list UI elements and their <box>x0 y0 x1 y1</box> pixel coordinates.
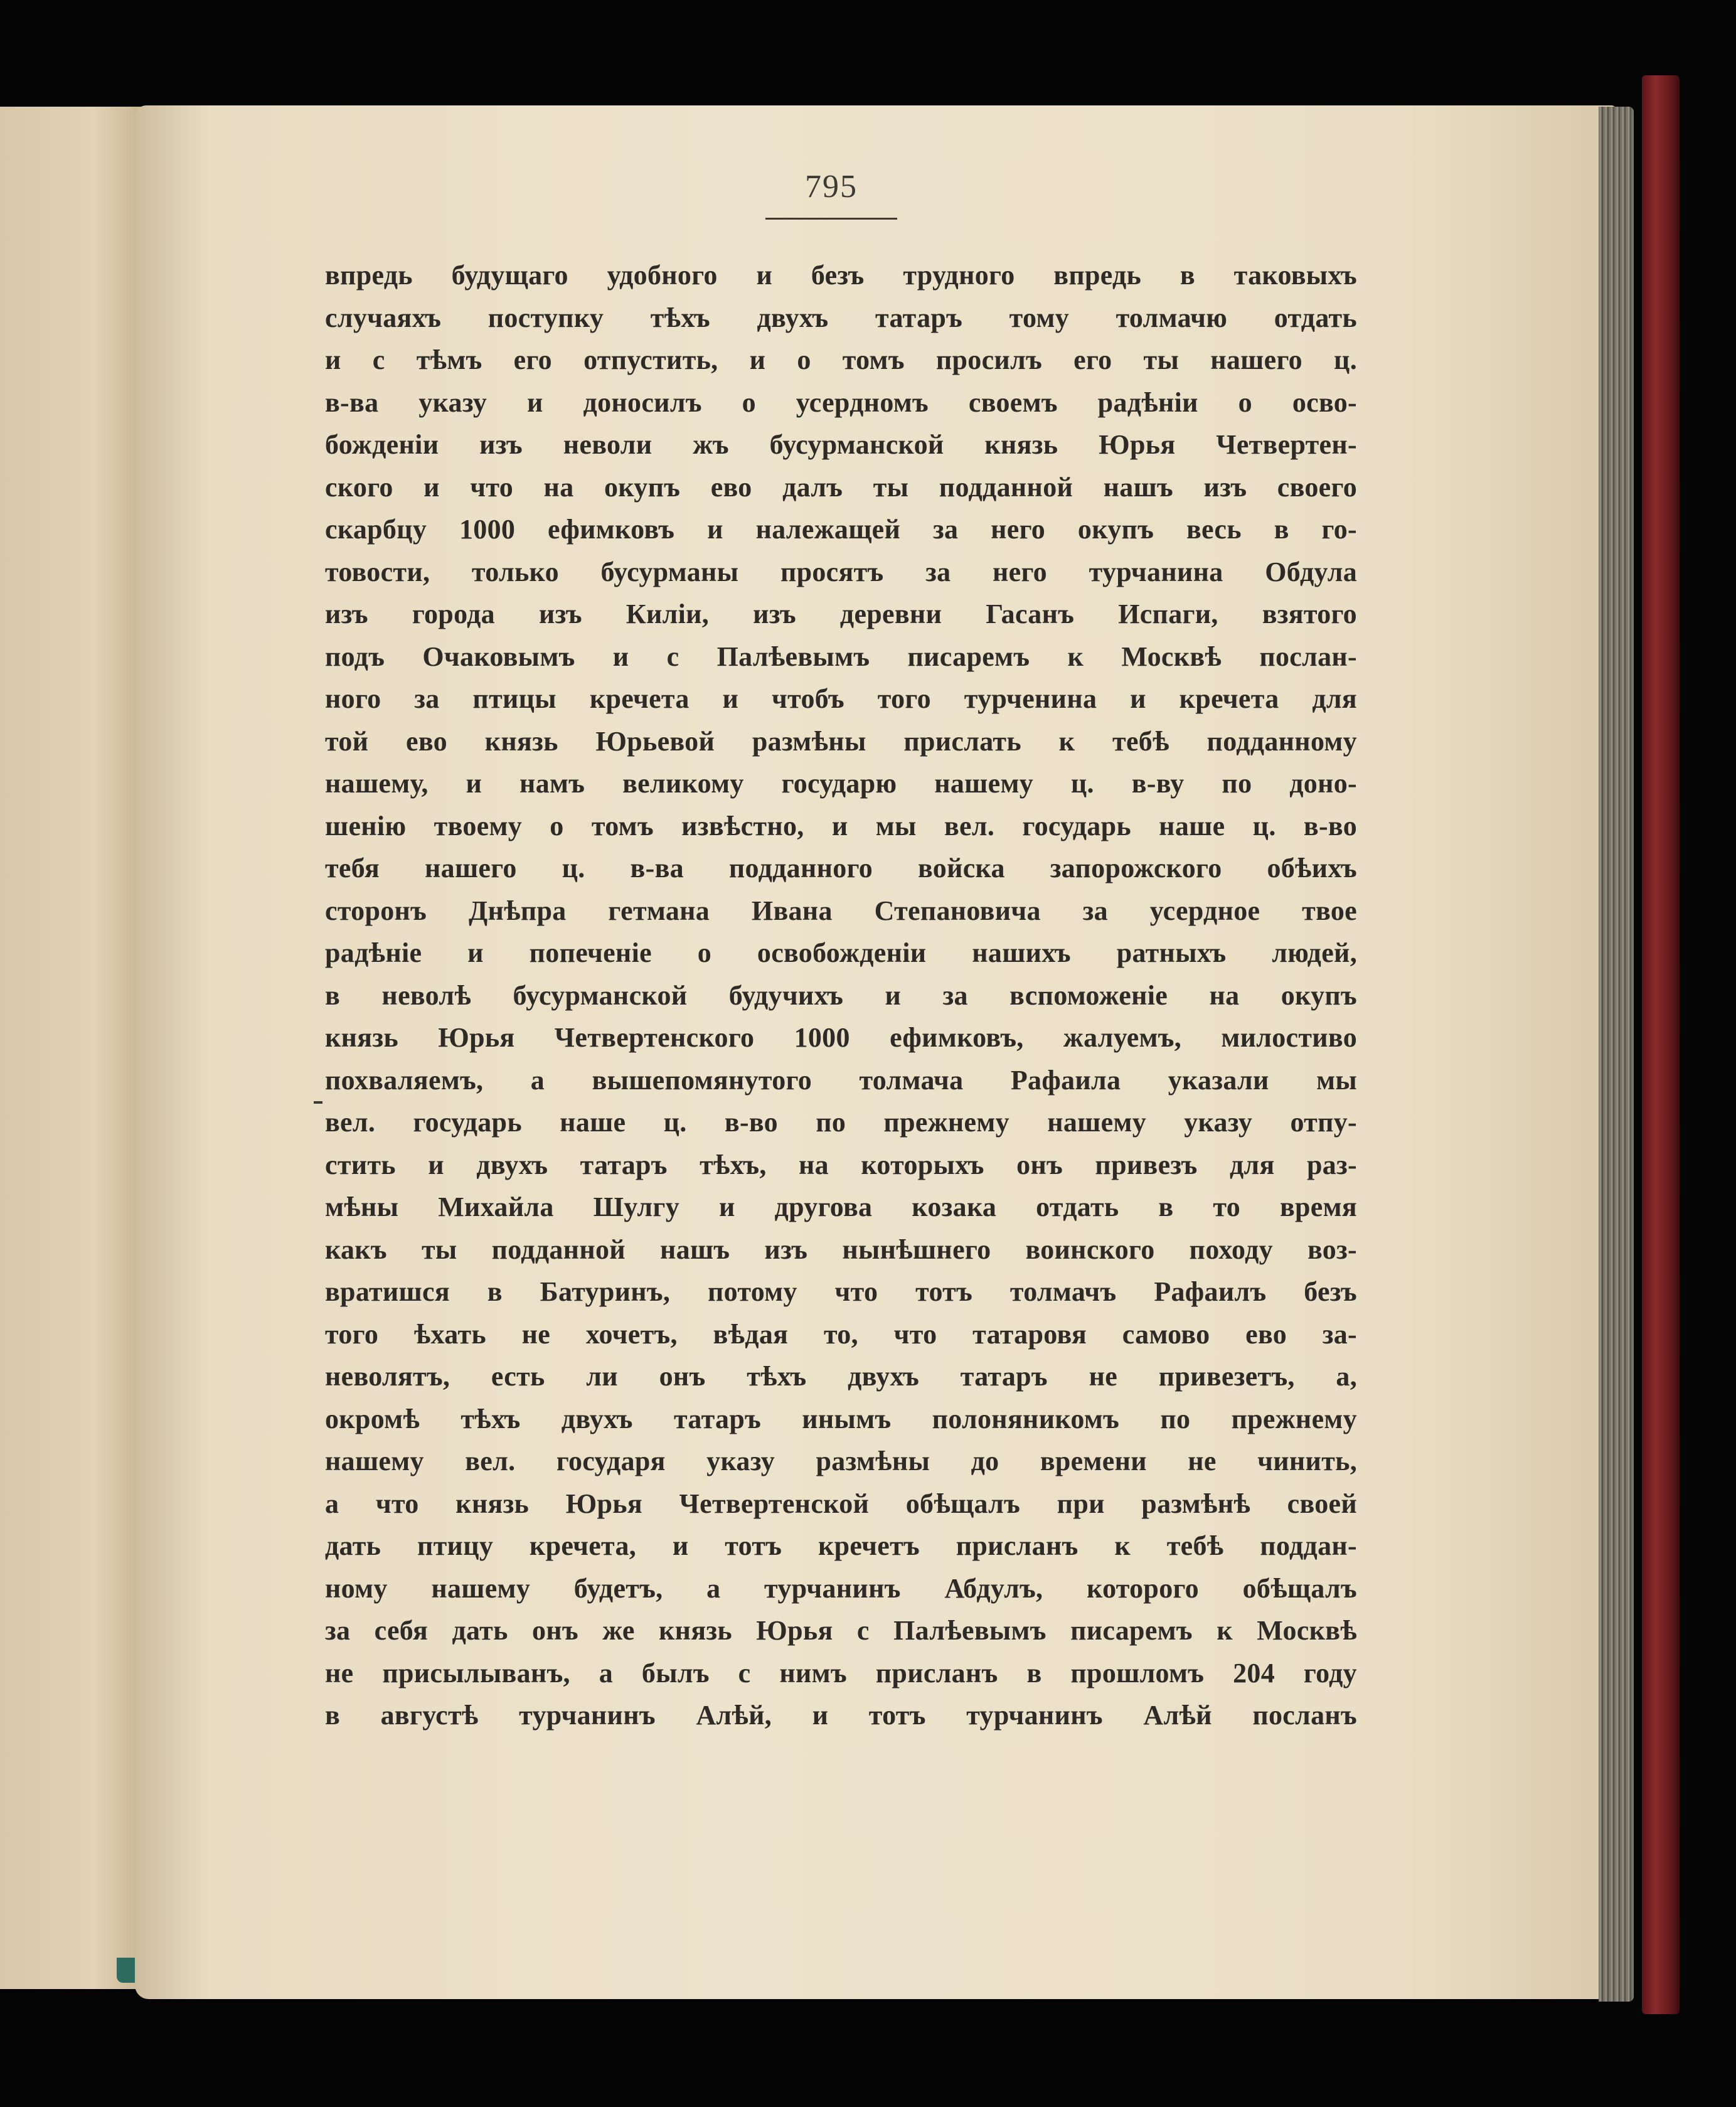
page-stack-edge <box>1599 107 1634 2002</box>
page-number: 795 <box>805 169 858 205</box>
text-line: в-ва указу и доносилъ о усердномъ своемъ радѣніи о осво- <box>325 387 1357 418</box>
body-text <box>325 254 1357 1737</box>
text-line: сторонъ Днѣпра гетмана Ивана Степановича за усердное твое <box>325 895 1357 926</box>
text-line: мѣны Михайла Шулгу и другова козака отдать в то время <box>325 1192 1357 1222</box>
text-line: божденіи изъ неволи жъ бусурманской князь Юрья Четвертен- <box>325 429 1357 460</box>
book-cover-edge <box>1642 75 1680 2014</box>
text-line: стить и двухъ татаръ тѣхъ, на которыхъ онъ привезъ для раз- <box>325 1149 1357 1180</box>
text-line: вратишся в Батуринъ, потому что тотъ толмачъ Рафаилъ безъ <box>325 1276 1357 1307</box>
text-line: радѣніе и попеченіе о освобожденіи нашихъ ратныхъ людей, <box>325 937 1357 968</box>
text-line: случаяхъ поступку тѣхъ двухъ татаръ тому толмачю отдать <box>325 302 1357 333</box>
text-line: и с тѣмъ его отпустить, и о томъ просилъ его ты нашего ц. <box>325 344 1357 375</box>
text-line: в августѣ турчанинъ Алѣй, и тотъ турчанинъ Алѣй посланъ <box>325 1700 1357 1731</box>
text-line: ному нашему будетъ, а турчанинъ Абдулъ, которого обѣщалъ <box>325 1572 1357 1604</box>
text-line: нашему, и намъ великому государю нашему ц. в-ву по доно- <box>325 768 1357 799</box>
left-page <box>0 107 157 1989</box>
text-line: князь Юрья Четвертенского 1000 ефимковъ, жалуемъ, милостиво <box>325 1022 1357 1053</box>
text-line: ного за птицы кречета и чтобъ того турченина и кречета для <box>325 683 1357 714</box>
text-line: окромѣ тѣхъ двухъ татаръ инымъ полоняникомъ по прежнему <box>325 1403 1357 1434</box>
text-line: товости, только бусурманы просятъ за него турчанина Обдула <box>325 556 1357 587</box>
page-number-rule <box>765 218 897 220</box>
text-line: неволятъ, есть ли онъ тѣхъ двухъ татаръ не привезетъ, а, <box>325 1361 1357 1392</box>
text-line: похваляемъ, а вышепомянутого толмача Рафаила указали мы <box>325 1064 1357 1096</box>
text-line: не присылыванъ, а былъ с нимъ присланъ в прошломъ 204 году <box>325 1657 1357 1688</box>
text-line: нашему вел. государя указу размѣны до времени не чинить, <box>325 1446 1357 1476</box>
text-line: ского и что на окупъ ево далъ ты подданной нашъ изъ своего <box>325 471 1357 503</box>
text-line: того ѣхать не хочетъ, вѣдая то, что татаровя самово ево за- <box>325 1318 1357 1350</box>
text-line: подъ Очаковымъ и с Палѣевымъ писаремъ к Москвѣ послан- <box>325 641 1357 672</box>
text-line: в неволѣ бусурманской будучихъ и за вспоможеніе на окупъ <box>325 979 1357 1011</box>
text-line: изъ города изъ Киліи, изъ деревни Гасанъ Испаги, взятого <box>325 599 1357 629</box>
text-line: за себя дать онъ же князь Юрья с Палѣевымъ писаремъ к Москвѣ <box>325 1615 1357 1646</box>
text-line: а что князь Юрья Четвертенской обѣщалъ при размѣнѣ своей <box>325 1488 1357 1519</box>
text-line: шенію твоему о томъ извѣстно, и мы вел. государь наше ц. в-во <box>325 810 1357 841</box>
text-line: дать птицу кречета, и тотъ кречетъ присланъ к тебѣ поддан- <box>325 1530 1357 1561</box>
text-line: скарбцу 1000 ефимковъ и належащей за него окупъ весь в го- <box>325 514 1357 545</box>
text-line: тебя нашего ц. в-ва подданного войска запорожского обѣихъ <box>325 853 1357 883</box>
text-line: какъ ты подданной нашъ изъ нынѣшнего воинского походу воз- <box>325 1234 1357 1265</box>
margin-mark <box>314 1101 322 1104</box>
text-line: той ево князь Юрьевой размѣны прислать к тебѣ подданному <box>325 725 1357 757</box>
text-line: вел. государь наше ц. в-во по прежнему нашему указу отпу- <box>325 1107 1357 1138</box>
text-line: впредь будущаго удобного и безъ трудного впредь в таковыхъ <box>325 260 1357 291</box>
